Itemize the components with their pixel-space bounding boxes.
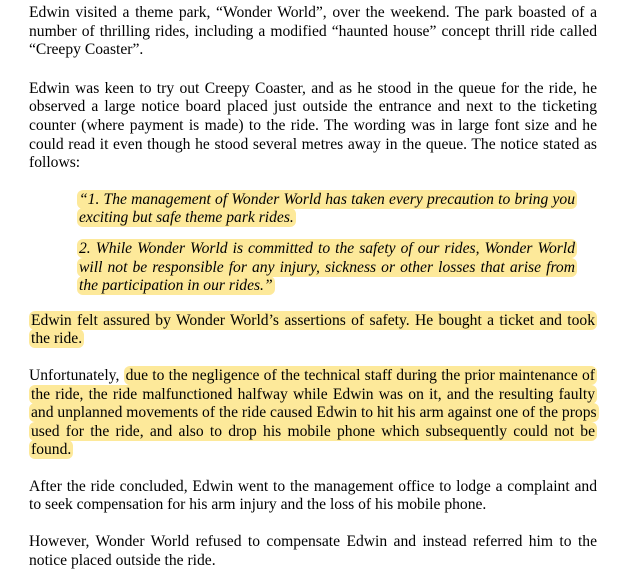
paragraph-negligence <box>29 367 597 460</box>
assured-highlighted-text: Edwin felt assured by Wonder World’s assertions of safety. He bought a ticket and took the ride. <box>31 311 595 348</box>
paragraph-concluded: After the ride concluded, Edwin went to the management office to lodge a complaint and to seek compensation for his arm injury and the loss of his mobile phone. <box>29 477 597 514</box>
negligence-lead-text: Unfortunately, <box>29 366 120 384</box>
paragraph-refused: However, Wonder World refused to compensate Edwin and instead referred him to the notice placed outside the ride. <box>29 533 597 569</box>
paragraph-intro: Edwin visited a theme park, “Wonder World”, over the weekend. The park boasted of a number of thrilling rides, including a modified “haunted house” concept thrill ride called “Creepy Coaster”. <box>29 4 597 59</box>
negligence-highlighted-text: due to the negligence of the technical staff during the prior maintenance of the ride, the ride malfunctioned halfway while Edwin was on it, and the resulting faulty and unplanned movements of the ride caused Edwin to hit his arm against one of the props used for the ride, and also to drop his mobile phone which subsequently could not be found. <box>31 366 597 459</box>
document-body <box>29 4 597 588</box>
paragraph-queue: Edwin was keen to try out Creepy Coaster, and as he stood in the queue for the ride, he observed a large notice board placed just outside the entrance and next to the ticketing counter (where payment is made) to the ride. The wording was in large font size and he could read it even though he stood several metres away in the queue. The notice stated as follows: <box>29 79 597 172</box>
paragraph-assured <box>29 312 597 349</box>
notice-1-highlighted-text: “1. The management of Wonder World has taken every precaution to bring you exciting but safe theme park rides. <box>79 190 575 227</box>
notice-quote-item-2 <box>77 240 577 296</box>
notice-quote-item-1 <box>77 191 577 228</box>
notice-2-highlighted-text: 2. While Wonder World is committed to the safety of our rides, Wonder World will not be responsible for any injury, sickness or other losses that arise from the participation in our rides.” <box>79 239 575 295</box>
